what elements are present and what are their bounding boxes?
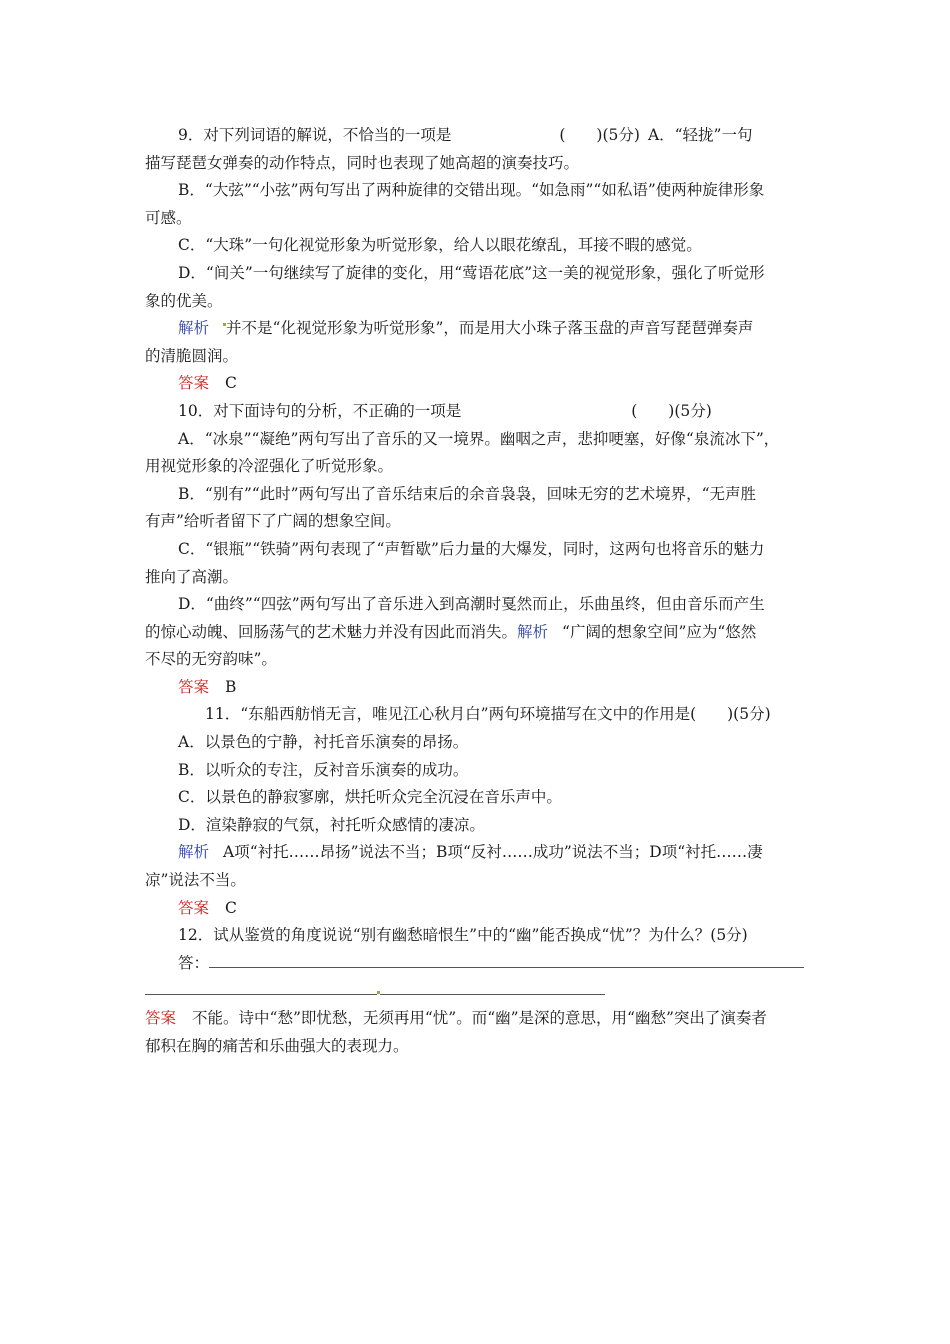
q10-stem: 10．对下面诗句的分析，不正确的一项是: [178, 401, 462, 420]
q11-answer-value: C: [225, 898, 237, 917]
q11-analysis-label: 解析: [178, 843, 210, 862]
q10-option-b: B．“别有”“此时”两句写出了音乐结束后的余音袅袅，回味无穷的艺术境界，“无声胜: [178, 484, 757, 503]
q10-paren: ( )(5分): [631, 401, 712, 420]
q9-option-a: A．“轻拢”一句: [647, 126, 753, 144]
q9-option-c: C．“大珠”一句化视觉形象为听觉形象，给人以眼花缭乱，耳接不暇的感觉。: [178, 236, 702, 255]
q10-answer: [145, 674, 810, 702]
q9-option-a-cont: 描写琵琶女弹奏的动作特点，同时也表现了她高超的演奏技巧。: [145, 153, 580, 172]
q10-analysis-cont: 不尽的无穷韵味”。: [145, 650, 277, 669]
q11-analysis: 解析 A项“衬托……昂扬”说法不当；B项“反衬……成功”说法不当；D项“衬托……凄: [178, 843, 763, 862]
q9-analysis: 解析 并不是“化视觉形象为听觉形象”，而是用大小珠子落玉盘的声音写琵琶弹奏声: [178, 319, 754, 338]
q10-answer-label: 答案: [178, 677, 210, 696]
q9-option-d-cont: 象的优美。: [145, 291, 223, 310]
q9-option-b: B．“大弦”“小弦”两句写出了两种旋律的交错出现。“如急雨”“如私语”使两种旋律形象: [178, 181, 765, 200]
q9-answer-value: C: [225, 374, 237, 393]
q9-option-b-cont: 可感。: [145, 208, 192, 227]
q12-answer-line-2: [145, 977, 810, 1005]
q11-option-a: A．以景色的宁静，衬托音乐演奏的昂扬。: [178, 733, 469, 752]
q11-stem: 11．“东船西舫悄无言，唯见江心秋月白”两句环境描写在文中的作用是( )(5分): [205, 705, 771, 724]
q10-option-a-cont: 用视觉形象的冷涩强化了听觉形象。: [145, 457, 394, 476]
q9-stem: 9．对下列词语的解说，不恰当的一项是: [178, 126, 452, 144]
answer-blank-line-2[interactable]: [145, 980, 377, 995]
q11-analysis-cont: 凉”说法不当。: [145, 871, 246, 890]
q10-option-b-cont: 有声”给听者留下了广阔的想象空间。: [145, 512, 401, 531]
q12-key-label: 答案: [145, 1009, 177, 1027]
q10-analysis-label: 解析: [517, 622, 549, 641]
q12-key-cont: 郁积在胸的痛苦和乐曲强大的表现力。: [145, 1036, 409, 1055]
q10-option-c-cont: 推向了高潮。: [145, 567, 239, 586]
document-content: [145, 122, 810, 1060]
q10-option-c: C．“银瓶”“铁骑”两句表现了“声暂歇”后力量的大爆发，同时，这两句也将音乐的魅力: [178, 539, 765, 558]
q9-answer-label: 答案: [178, 374, 210, 393]
q11-option-d: D．渲染静寂的气氛，衬托听众感情的凄凉。: [178, 815, 485, 834]
q11-answer-label: 答案: [178, 898, 210, 917]
q10-option-d: D．“曲终”“四弦”两句写出了音乐进入到高潮时戛然而止，乐曲虽终，但由音乐而产生: [178, 595, 765, 614]
q12-key: 答案 不能。诗中“愁”即忧愁，无须再用“忧”。而“幽”是深的意思，用“幽愁”突出了演奏者: [145, 1009, 767, 1027]
q12-answer-line: [145, 950, 810, 978]
q10-option-a: A．“冰泉”“凝绝”两句写出了音乐的又一境界。幽咽之声，悲抑哽塞，好像“泉流冰下”，: [178, 429, 780, 448]
q11-option-c: C．以景色的静寂寥廓，烘托听众完全沉浸在音乐声中。: [178, 788, 562, 807]
q11-answer: [145, 895, 810, 923]
q9-answer: [145, 370, 810, 398]
q9-stem-line: [145, 122, 810, 150]
q9-paren: ( )(5分): [559, 126, 640, 144]
q10-analysis: “广阔的想象空间”应为“悠然: [562, 622, 757, 641]
answer-blank-line[interactable]: [209, 953, 804, 968]
q10-option-d-cont: 的惊心动魄、回肠荡气的艺术魅力并没有因此而消失。解析 “广阔的想象空间”应为“悠然: [145, 622, 757, 641]
q9-option-d: D．“间关”一句继续写了旋律的变化，用“莺语花底”这一美的视觉形象，强化了听觉形: [178, 263, 765, 282]
q11-option-b: B．以听众的专注，反衬音乐演奏的成功。: [178, 760, 469, 779]
q10-stem-line: [145, 398, 810, 426]
q12-answer-prompt: 答：: [178, 953, 210, 972]
q12-stem: 12．试从鉴赏的角度说说“别有幽愁暗恨生”中的“幽”能否换成“忧”？为什么？(5分): [178, 926, 748, 945]
q9-analysis-label: 解析: [178, 319, 210, 338]
q10-answer-value: B: [225, 677, 237, 696]
answer-blank-line-3[interactable]: [380, 980, 605, 995]
q9-analysis-cont: 的清脆圆润。: [145, 346, 239, 365]
